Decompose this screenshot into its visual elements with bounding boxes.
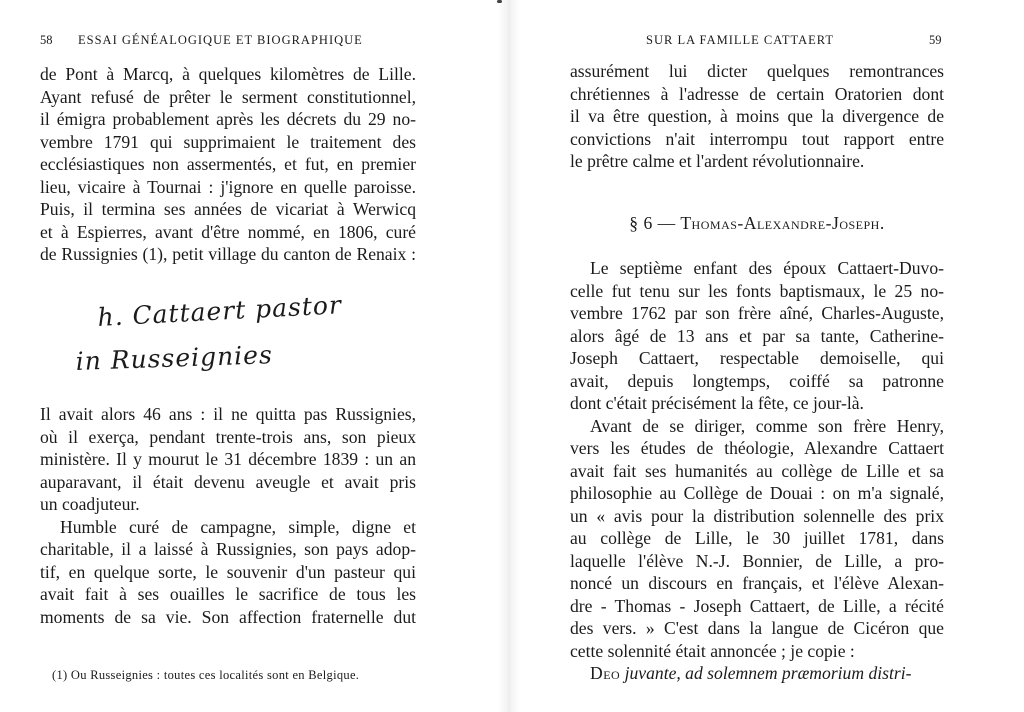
page-number-right: 59	[929, 33, 942, 47]
text-line: le prêtre calme et l'ardent révolutionnaire.	[570, 151, 865, 171]
text-line: dont c'était précisément la fête, ce jour-là.	[570, 393, 864, 413]
right-page	[520, 0, 1024, 712]
text-line: vers les études de théologie, Alexandre Cattaert	[570, 438, 944, 458]
text-line: noncé un discours en français, et l'élève Alexan-	[570, 573, 944, 593]
text-line: Le septième enfant des époux Cattaert-Duvo-	[590, 258, 944, 278]
handwritten-signature	[70, 290, 400, 380]
text-line: celle fut tenu sur les fonts baptismaux, le 25 no-	[570, 280, 944, 301]
text-line: charitable, il a laissé à Russignies, son pays adop-	[40, 539, 416, 559]
text-line: auparavant, il était devenu aveugle et avait pris	[40, 471, 416, 492]
text-line: cette solennité était annoncée ; je copie :	[570, 640, 855, 661]
text-line: ecclésiastiques non assermentés, et fut, en premier	[40, 154, 416, 174]
book-gutter	[498, 0, 520, 712]
scan-mark	[497, 0, 502, 3]
latin-text: juvante, ad solemnem præmorium distri-	[620, 663, 912, 683]
text-line: Ayant refusé de prêter le serment constitutionnel,	[40, 86, 416, 107]
text-line: dre - Thomas - Joseph Cattaert, de Lille, a récité	[570, 595, 944, 616]
text-line: il émigra probablement après les décrets du 29 no-	[40, 109, 416, 129]
text-line: de Russignies (1), petit village du canton de Renaix :	[40, 244, 416, 264]
signature-line-1: h. Cattaert pastor	[96, 290, 343, 332]
text-line: Humble curé de campagne, simple, digne et	[60, 516, 416, 537]
text-line: alors âgé de 13 ans et par sa tante, Catherine-	[570, 325, 944, 346]
signature-line-2: in Russeignies	[75, 340, 274, 376]
text-line: ministère. Il y mourut le 31 décembre 1839 : un an	[40, 449, 416, 469]
running-head-left: ESSAI GÉNÉALOGIQUE ET BIOGRAPHIQUE	[78, 33, 363, 47]
text-line: moments de sa vie. Son affection fraternelle dut	[40, 606, 416, 627]
text-line: au collège de Lille, le 30 juillet 1781, dans	[570, 528, 944, 548]
text-line: un coadjuteur.	[40, 494, 140, 514]
text-line: Joseph Cattaert, respectable demoiselle, qui	[570, 348, 944, 368]
text-line: un « avis pour la distribution solennelle des prix	[570, 505, 944, 526]
latin-lead-word: Deo	[590, 663, 621, 683]
text-line: Avant de se diriger, comme son frère Henry,	[590, 415, 944, 436]
text-line: laquelle l'élève N.-J. Bonnier, de Lille, a pro-	[570, 550, 944, 571]
text-line: avait, depuis longtemps, coiffé sa patronne	[570, 370, 944, 391]
text-line: vembre 1791 qui supprimaient le traitement des	[40, 131, 416, 152]
text-line-latin	[590, 662, 944, 684]
text-line: lieu, vicaire à Tournai : j'ignore en quelle paroisse.	[40, 176, 416, 197]
text-line: où il exerça, pendant trente-trois ans, son pieux	[40, 426, 416, 447]
footnote: (1) Ou Russeignies : toutes ces localités sont en Belgique.	[52, 668, 360, 682]
text-line: avait fait à ses ouailles le sacrifice de tous les	[40, 584, 416, 604]
section-heading: § 6 — Thomas-Alexandre-Joseph.	[629, 213, 885, 233]
text-line: il va être question, à moins que la divergence de	[570, 106, 944, 126]
text-line: de Pont à Marcq, à quelques kilomètres de Lille.	[40, 64, 416, 84]
text-line: chrétiennes à l'adresse de certain Oratorien dont	[570, 83, 944, 104]
running-head-right: SUR LA FAMILLE CATTAERT	[646, 33, 835, 47]
text-line: Puis, il termina ses années de vicariat à Werwicq	[40, 199, 416, 219]
text-line: avait fait ses humanités au collège de Lille et sa	[570, 460, 944, 481]
text-line: et à Espierres, avant d'être nommé, en 1806, curé	[40, 221, 416, 242]
page-number-left: 58	[40, 33, 53, 47]
left-page	[0, 0, 500, 712]
text-line: vembre 1762 par son frère aîné, Charles-Auguste,	[570, 303, 944, 323]
text-line: philosophie au Collège de Douai : on m'a signalé,	[570, 483, 944, 503]
text-line: assurément lui dicter quelques remontrances	[570, 61, 944, 81]
text-line: convictions n'ait interrompu tout rapport entre	[570, 128, 944, 149]
text-line: des vers. » C'est dans la langue de Cicéron que	[570, 618, 944, 638]
text-line: Il avait alors 46 ans : il ne quitta pas Russignies,	[40, 404, 416, 424]
text-line: tif, en quelque sorte, le souvenir d'un pasteur qui	[40, 561, 416, 582]
